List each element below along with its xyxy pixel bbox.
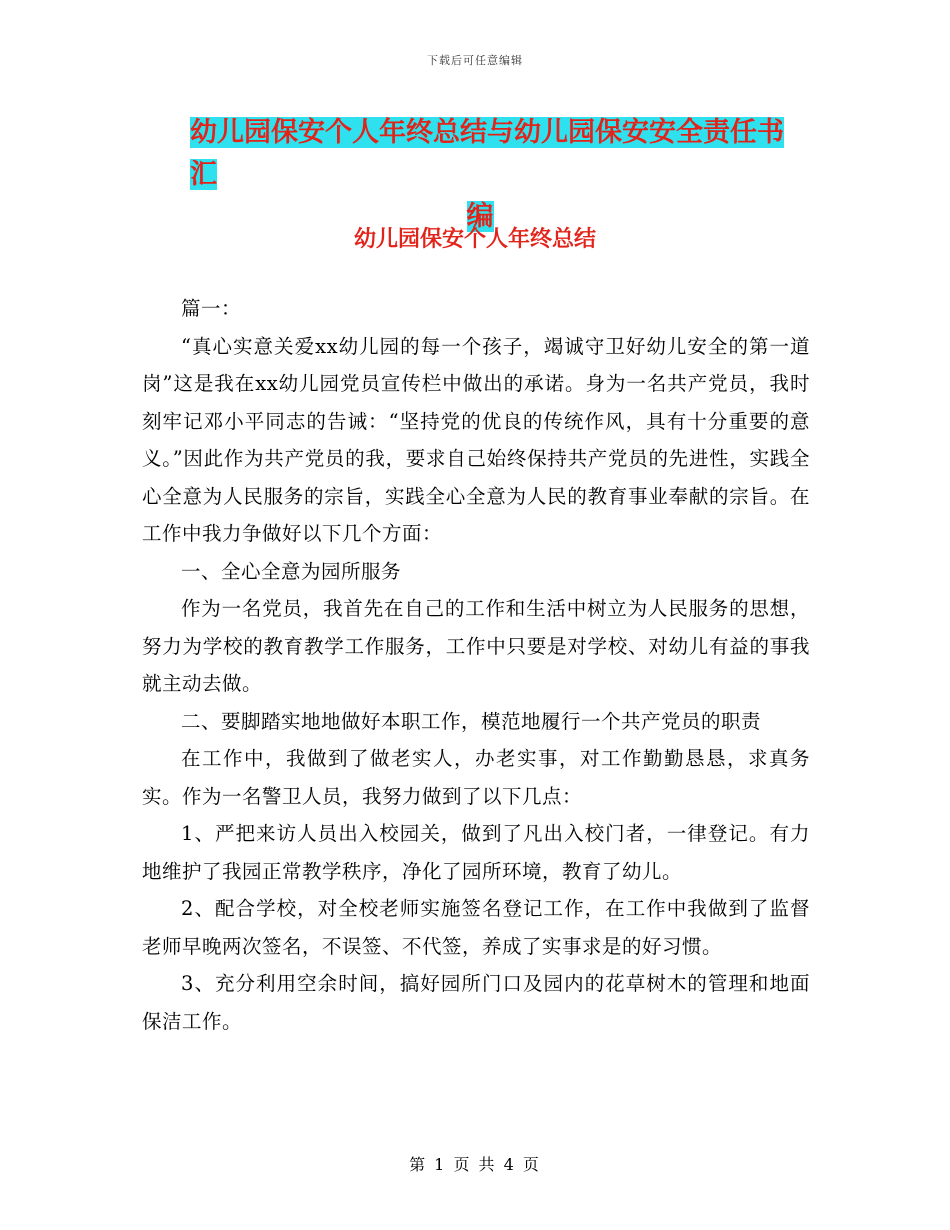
paragraph: “真心实意关爱xx幼儿园的每一个孩子，竭诚守卫好幼儿安全的第一道岗”这是我在xx幼儿园党员宣传栏中做出的承诺。身为一名共产党员，我时刻牢记邓小平同志的告诫：“坚持党的优良的传统作风，具有十分重要的意义。”因此作为共产党员的我，要求自己始终保持共产党员的先进性，实践全心全意为人民服务的宗旨，实践全心全意为人民的教育事业奉献的宗旨。在工作中我力争做好以下几个方面： — [142, 334, 810, 545]
paragraph-heading: 一、全心全意为园所服务 — [181, 559, 402, 583]
paragraph-label: 篇一： — [181, 297, 242, 320]
list-item: 2、配合学校，对全校老师实施签名登记工作，在工作中我做到了监督老师早晚两次签名，不误签、不代签，养成了实事求是的好习惯。 — [142, 897, 810, 958]
document-title — [190, 112, 810, 238]
list-item: 3、充分利用空余时间，搞好园所门口及园内的花草树木的管理和地面保洁工作。 — [142, 972, 810, 1033]
title-line-1: 幼儿园保安个人年终总结与幼儿园保安安全责任书汇 — [190, 117, 784, 190]
body-text — [142, 290, 810, 1040]
title-line-2: 编 — [466, 201, 494, 232]
paragraph: 作为一名党员，我首先在自己的工作和生活中树立为人民服务的思想，努力为学校的教育教学工作服务，工作中只要是对学校、对幼儿有益的事我就主动去做。 — [142, 597, 810, 695]
paragraph: 在工作中，我做到了做老实人，办老实事，对工作勤勤恳恳，求真务实。作为一名警卫人员，我努力做到了以下几点： — [142, 747, 810, 808]
header-note: 下载后可任意编辑 — [427, 54, 523, 67]
list-item: 1、严把来访人员出入校园关，做到了凡出入校门者，一律登记。有力地维护了我园正常教学秩序，净化了园所环境，教育了幼儿。 — [142, 822, 810, 883]
paragraph-heading: 二、要脚踏实地地做好本职工作，模范地履行一个共产党员的职责 — [181, 709, 762, 733]
page-number: 第 1 页 共 4 页 — [409, 1155, 541, 1174]
section-title: 幼儿园保安个人年终总结 — [353, 227, 596, 252]
